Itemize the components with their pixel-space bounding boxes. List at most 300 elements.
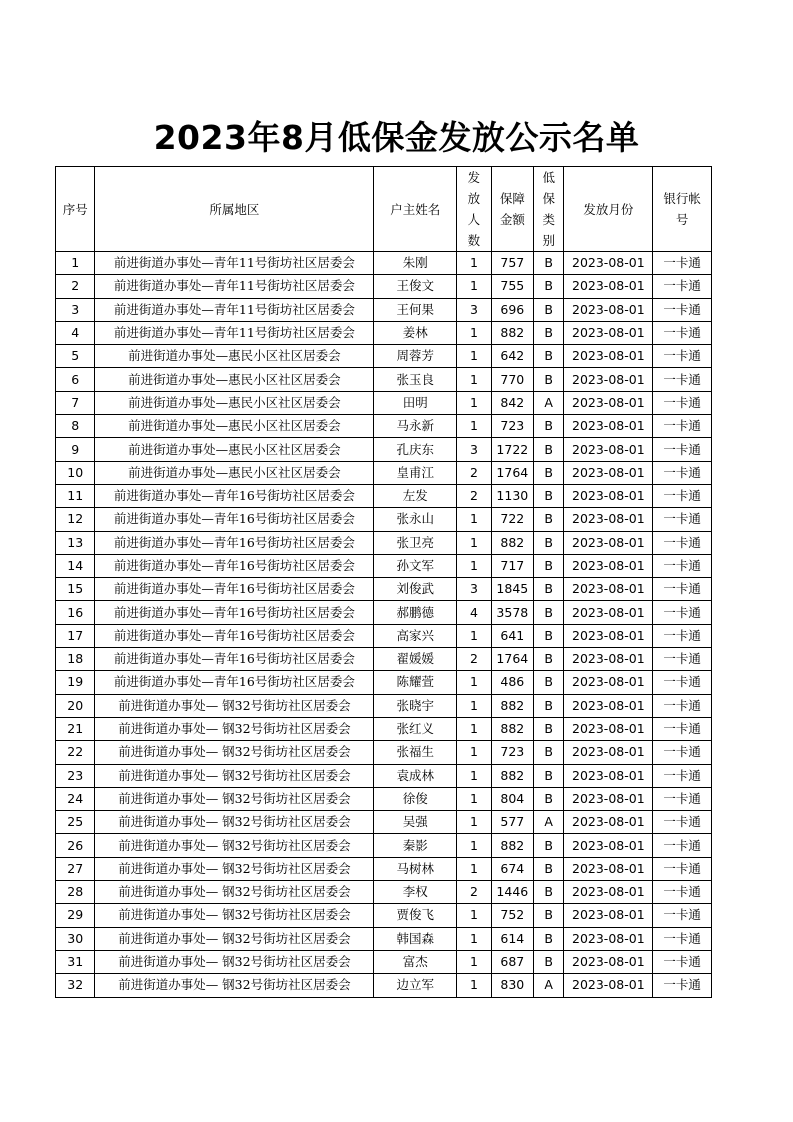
cell-bank: 一卡通	[653, 624, 712, 647]
cell-month: 2023-08-01	[564, 717, 653, 740]
cell-region: 前进街道办事处— 钢32号街坊社区居委会	[95, 741, 374, 764]
cell-name: 皇甫江	[374, 461, 457, 484]
cell-amount: 882	[491, 834, 533, 857]
cell-name: 陈耀萱	[374, 671, 457, 694]
cell-name: 孙文军	[374, 554, 457, 577]
header-region-label: 所属地区	[209, 201, 260, 217]
cell-region: 前进街道办事处—青年16号街坊社区居委会	[95, 554, 374, 577]
cell-name: 边立军	[374, 974, 457, 997]
cell-month: 2023-08-01	[564, 927, 653, 950]
header-name	[374, 167, 457, 252]
table-row	[56, 438, 712, 461]
cell-region: 前进街道办事处—青年11号街坊社区居委会	[95, 275, 374, 298]
cell-name: 翟媛媛	[374, 648, 457, 671]
cell-bank: 一卡通	[653, 438, 712, 461]
table-row	[56, 694, 712, 717]
cell-amount: 882	[491, 764, 533, 787]
cell-region: 前进街道办事处— 钢32号街坊社区居委会	[95, 834, 374, 857]
cell-index: 3	[56, 298, 95, 321]
cell-bank: 一卡通	[653, 345, 712, 368]
cell-region: 前进街道办事处—惠民小区社区居委会	[95, 391, 374, 414]
cell-bank: 一卡通	[653, 881, 712, 904]
cell-count: 1	[457, 857, 491, 880]
cell-region: 前进街道办事处—惠民小区社区居委会	[95, 368, 374, 391]
cell-count: 1	[457, 927, 491, 950]
cell-index: 16	[56, 601, 95, 624]
cell-name: 袁成林	[374, 764, 457, 787]
cell-index: 31	[56, 950, 95, 973]
cell-amount: 577	[491, 811, 533, 834]
cell-category: B	[534, 275, 564, 298]
cell-name: 张福生	[374, 741, 457, 764]
cell-bank: 一卡通	[653, 834, 712, 857]
cell-category: B	[534, 601, 564, 624]
header-bank	[653, 167, 712, 252]
cell-month: 2023-08-01	[564, 694, 653, 717]
table-row	[56, 671, 712, 694]
table-row	[56, 554, 712, 577]
cell-count: 3	[457, 438, 491, 461]
cell-region: 前进街道办事处—青年16号街坊社区居委会	[95, 671, 374, 694]
cell-count: 1	[457, 252, 491, 275]
table-row	[56, 415, 712, 438]
cell-bank: 一卡通	[653, 927, 712, 950]
cell-region: 前进街道办事处— 钢32号街坊社区居委会	[95, 857, 374, 880]
table-row	[56, 881, 712, 904]
cell-count: 1	[457, 531, 491, 554]
cell-count: 1	[457, 811, 491, 834]
cell-category: B	[534, 321, 564, 344]
table-row	[56, 461, 712, 484]
cell-amount: 723	[491, 741, 533, 764]
cell-index: 26	[56, 834, 95, 857]
cell-bank: 一卡通	[653, 415, 712, 438]
cell-index: 17	[56, 624, 95, 647]
cell-amount: 723	[491, 415, 533, 438]
cell-month: 2023-08-01	[564, 578, 653, 601]
cell-count: 1	[457, 834, 491, 857]
cell-region: 前进街道办事处—青年16号街坊社区居委会	[95, 578, 374, 601]
cell-index: 28	[56, 881, 95, 904]
cell-month: 2023-08-01	[564, 461, 653, 484]
table-row	[56, 484, 712, 507]
header-amount-label: 保障 金额	[499, 191, 525, 227]
cell-month: 2023-08-01	[564, 950, 653, 973]
cell-category: B	[534, 694, 564, 717]
cell-category: B	[534, 787, 564, 810]
cell-bank: 一卡通	[653, 671, 712, 694]
header-name-label: 户主姓名	[390, 201, 441, 217]
cell-region: 前进街道办事处—青年16号街坊社区居委会	[95, 624, 374, 647]
header-month-label: 发放月份	[583, 201, 634, 217]
cell-index: 18	[56, 648, 95, 671]
cell-bank: 一卡通	[653, 298, 712, 321]
cell-index: 20	[56, 694, 95, 717]
cell-category: B	[534, 857, 564, 880]
cell-bank: 一卡通	[653, 321, 712, 344]
cell-amount: 882	[491, 531, 533, 554]
table-row	[56, 787, 712, 810]
cell-name: 张永山	[374, 508, 457, 531]
cell-count: 1	[457, 974, 491, 997]
cell-index: 19	[56, 671, 95, 694]
cell-bank: 一卡通	[653, 554, 712, 577]
cell-bank: 一卡通	[653, 368, 712, 391]
cell-month: 2023-08-01	[564, 671, 653, 694]
cell-name: 张玉良	[374, 368, 457, 391]
cell-count: 1	[457, 764, 491, 787]
cell-category: B	[534, 508, 564, 531]
cell-name: 左发	[374, 484, 457, 507]
cell-count: 1	[457, 554, 491, 577]
table-row	[56, 717, 712, 740]
table-row	[56, 298, 712, 321]
table-row	[56, 950, 712, 973]
cell-amount: 1130	[491, 484, 533, 507]
cell-index: 23	[56, 764, 95, 787]
cell-category: B	[534, 531, 564, 554]
cell-index: 2	[56, 275, 95, 298]
cell-bank: 一卡通	[653, 811, 712, 834]
cell-month: 2023-08-01	[564, 624, 653, 647]
cell-month: 2023-08-01	[564, 275, 653, 298]
cell-bank: 一卡通	[653, 904, 712, 927]
table-row	[56, 927, 712, 950]
cell-count: 1	[457, 671, 491, 694]
cell-month: 2023-08-01	[564, 531, 653, 554]
table-row	[56, 811, 712, 834]
cell-month: 2023-08-01	[564, 764, 653, 787]
cell-category: B	[534, 438, 564, 461]
cell-count: 1	[457, 787, 491, 810]
cell-region: 前进街道办事处—青年16号街坊社区居委会	[95, 484, 374, 507]
table-row	[56, 252, 712, 275]
cell-region: 前进街道办事处— 钢32号街坊社区居委会	[95, 904, 374, 927]
cell-region: 前进街道办事处—青年16号街坊社区居委会	[95, 531, 374, 554]
subsidy-roster-table	[55, 166, 712, 998]
cell-region: 前进街道办事处— 钢32号街坊社区居委会	[95, 974, 374, 997]
cell-month: 2023-08-01	[564, 321, 653, 344]
cell-count: 1	[457, 345, 491, 368]
header-count	[457, 167, 491, 252]
cell-name: 张晓宇	[374, 694, 457, 717]
cell-index: 8	[56, 415, 95, 438]
cell-region: 前进街道办事处— 钢32号街坊社区居委会	[95, 694, 374, 717]
cell-amount: 1764	[491, 648, 533, 671]
header-amount	[491, 167, 533, 252]
page-title: 2023年8月低保金发放公示名单	[153, 118, 640, 157]
cell-name: 郝鹏德	[374, 601, 457, 624]
header-count-label: 发 放 人 数	[467, 170, 481, 248]
cell-bank: 一卡通	[653, 484, 712, 507]
table-row	[56, 531, 712, 554]
cell-bank: 一卡通	[653, 857, 712, 880]
cell-region: 前进街道办事处— 钢32号街坊社区居委会	[95, 950, 374, 973]
table-row	[56, 345, 712, 368]
table-row	[56, 321, 712, 344]
cell-month: 2023-08-01	[564, 601, 653, 624]
cell-region: 前进街道办事处—惠民小区社区居委会	[95, 461, 374, 484]
cell-count: 4	[457, 601, 491, 624]
cell-count: 1	[457, 741, 491, 764]
cell-count: 2	[457, 461, 491, 484]
cell-category: B	[534, 927, 564, 950]
cell-month: 2023-08-01	[564, 554, 653, 577]
cell-amount: 486	[491, 671, 533, 694]
cell-bank: 一卡通	[653, 764, 712, 787]
cell-category: B	[534, 554, 564, 577]
cell-amount: 641	[491, 624, 533, 647]
cell-name: 秦影	[374, 834, 457, 857]
cell-amount: 717	[491, 554, 533, 577]
cell-count: 1	[457, 508, 491, 531]
cell-count: 1	[457, 368, 491, 391]
cell-index: 32	[56, 974, 95, 997]
cell-index: 22	[56, 741, 95, 764]
cell-name: 贾俊飞	[374, 904, 457, 927]
header-idx	[56, 167, 95, 252]
cell-name: 姜林	[374, 321, 457, 344]
cell-category: B	[534, 624, 564, 647]
cell-category: B	[534, 764, 564, 787]
cell-bank: 一卡通	[653, 275, 712, 298]
cell-month: 2023-08-01	[564, 345, 653, 368]
roster-body	[56, 252, 712, 998]
cell-category: B	[534, 671, 564, 694]
cell-index: 10	[56, 461, 95, 484]
cell-name: 朱刚	[374, 252, 457, 275]
cell-bank: 一卡通	[653, 531, 712, 554]
cell-category: B	[534, 578, 564, 601]
table-row	[56, 368, 712, 391]
cell-region: 前进街道办事处—惠民小区社区居委会	[95, 415, 374, 438]
cell-amount: 882	[491, 321, 533, 344]
cell-amount: 1845	[491, 578, 533, 601]
cell-region: 前进街道办事处—青年11号街坊社区居委会	[95, 252, 374, 275]
cell-category: B	[534, 345, 564, 368]
cell-region: 前进街道办事处—青年16号街坊社区居委会	[95, 648, 374, 671]
table-row	[56, 764, 712, 787]
cell-name: 马树林	[374, 857, 457, 880]
cell-category: A	[534, 811, 564, 834]
cell-region: 前进街道办事处— 钢32号街坊社区居委会	[95, 811, 374, 834]
cell-count: 3	[457, 298, 491, 321]
cell-bank: 一卡通	[653, 950, 712, 973]
cell-amount: 804	[491, 787, 533, 810]
cell-name: 张红义	[374, 717, 457, 740]
cell-index: 7	[56, 391, 95, 414]
cell-index: 5	[56, 345, 95, 368]
table-row	[56, 601, 712, 624]
cell-name: 富杰	[374, 950, 457, 973]
cell-region: 前进街道办事处— 钢32号街坊社区居委会	[95, 764, 374, 787]
cell-category: B	[534, 461, 564, 484]
cell-month: 2023-08-01	[564, 974, 653, 997]
cell-month: 2023-08-01	[564, 741, 653, 764]
header-category-label: 低 保 类 别	[542, 170, 555, 248]
cell-name: 高家兴	[374, 624, 457, 647]
cell-amount: 1446	[491, 881, 533, 904]
cell-amount: 882	[491, 694, 533, 717]
table-row	[56, 741, 712, 764]
cell-count: 2	[457, 484, 491, 507]
cell-count: 1	[457, 275, 491, 298]
cell-count: 1	[457, 950, 491, 973]
cell-index: 1	[56, 252, 95, 275]
cell-index: 13	[56, 531, 95, 554]
cell-category: A	[534, 974, 564, 997]
cell-amount: 642	[491, 345, 533, 368]
cell-count: 3	[457, 578, 491, 601]
cell-category: B	[534, 252, 564, 275]
cell-amount: 882	[491, 717, 533, 740]
cell-month: 2023-08-01	[564, 787, 653, 810]
cell-category: B	[534, 904, 564, 927]
cell-amount: 1764	[491, 461, 533, 484]
cell-index: 9	[56, 438, 95, 461]
cell-month: 2023-08-01	[564, 298, 653, 321]
cell-bank: 一卡通	[653, 461, 712, 484]
cell-region: 前进街道办事处—青年16号街坊社区居委会	[95, 508, 374, 531]
cell-amount: 830	[491, 974, 533, 997]
table-row	[56, 648, 712, 671]
header-idx-label: 序号	[62, 201, 88, 217]
cell-region: 前进街道办事处—青年16号街坊社区居委会	[95, 601, 374, 624]
cell-bank: 一卡通	[653, 578, 712, 601]
cell-amount: 1722	[491, 438, 533, 461]
cell-index: 30	[56, 927, 95, 950]
cell-count: 1	[457, 624, 491, 647]
table-row	[56, 834, 712, 857]
header-row	[56, 167, 712, 252]
cell-month: 2023-08-01	[564, 484, 653, 507]
cell-amount: 757	[491, 252, 533, 275]
cell-category: B	[534, 881, 564, 904]
header-region	[95, 167, 374, 252]
cell-bank: 一卡通	[653, 508, 712, 531]
cell-category: B	[534, 415, 564, 438]
cell-amount: 770	[491, 368, 533, 391]
header-bank-label: 银行帐 号	[663, 191, 701, 227]
cell-amount: 755	[491, 275, 533, 298]
cell-name: 刘俊武	[374, 578, 457, 601]
cell-count: 1	[457, 717, 491, 740]
cell-amount: 687	[491, 950, 533, 973]
cell-bank: 一卡通	[653, 741, 712, 764]
header-month	[564, 167, 653, 252]
cell-category: B	[534, 648, 564, 671]
cell-region: 前进街道办事处—惠民小区社区居委会	[95, 345, 374, 368]
cell-region: 前进街道办事处—惠民小区社区居委会	[95, 438, 374, 461]
cell-count: 2	[457, 881, 491, 904]
cell-category: B	[534, 950, 564, 973]
cell-bank: 一卡通	[653, 694, 712, 717]
cell-bank: 一卡通	[653, 717, 712, 740]
cell-index: 25	[56, 811, 95, 834]
cell-index: 29	[56, 904, 95, 927]
cell-count: 2	[457, 648, 491, 671]
cell-month: 2023-08-01	[564, 857, 653, 880]
cell-name: 孔庆东	[374, 438, 457, 461]
cell-index: 6	[56, 368, 95, 391]
cell-category: B	[534, 484, 564, 507]
cell-index: 14	[56, 554, 95, 577]
cell-index: 12	[56, 508, 95, 531]
cell-region: 前进街道办事处— 钢32号街坊社区居委会	[95, 717, 374, 740]
cell-name: 马永新	[374, 415, 457, 438]
cell-month: 2023-08-01	[564, 648, 653, 671]
cell-month: 2023-08-01	[564, 391, 653, 414]
cell-category: B	[534, 834, 564, 857]
cell-month: 2023-08-01	[564, 834, 653, 857]
cell-name: 韩国森	[374, 927, 457, 950]
cell-month: 2023-08-01	[564, 508, 653, 531]
cell-bank: 一卡通	[653, 648, 712, 671]
cell-count: 1	[457, 694, 491, 717]
table-row	[56, 578, 712, 601]
cell-month: 2023-08-01	[564, 438, 653, 461]
table-row	[56, 624, 712, 647]
cell-bank: 一卡通	[653, 391, 712, 414]
cell-month: 2023-08-01	[564, 415, 653, 438]
cell-bank: 一卡通	[653, 974, 712, 997]
cell-name: 徐俊	[374, 787, 457, 810]
cell-index: 15	[56, 578, 95, 601]
cell-region: 前进街道办事处—青年11号街坊社区居委会	[95, 321, 374, 344]
cell-region: 前进街道办事处—青年11号街坊社区居委会	[95, 298, 374, 321]
cell-name: 王俊文	[374, 275, 457, 298]
cell-count: 1	[457, 904, 491, 927]
cell-category: A	[534, 391, 564, 414]
cell-amount: 842	[491, 391, 533, 414]
table-row	[56, 974, 712, 997]
cell-category: B	[534, 717, 564, 740]
cell-region: 前进街道办事处— 钢32号街坊社区居委会	[95, 927, 374, 950]
cell-count: 1	[457, 415, 491, 438]
cell-name: 王何果	[374, 298, 457, 321]
cell-name: 吴强	[374, 811, 457, 834]
cell-category: B	[534, 298, 564, 321]
cell-index: 27	[56, 857, 95, 880]
cell-amount: 3578	[491, 601, 533, 624]
cell-category: B	[534, 368, 564, 391]
table-row	[56, 391, 712, 414]
cell-name: 田明	[374, 391, 457, 414]
cell-month: 2023-08-01	[564, 904, 653, 927]
cell-name: 李权	[374, 881, 457, 904]
cell-region: 前进街道办事处— 钢32号街坊社区居委会	[95, 881, 374, 904]
table-row	[56, 904, 712, 927]
cell-count: 1	[457, 391, 491, 414]
cell-amount: 614	[491, 927, 533, 950]
cell-month: 2023-08-01	[564, 252, 653, 275]
cell-amount: 674	[491, 857, 533, 880]
table-row	[56, 275, 712, 298]
cell-month: 2023-08-01	[564, 811, 653, 834]
cell-bank: 一卡通	[653, 601, 712, 624]
cell-count: 1	[457, 321, 491, 344]
table-row	[56, 508, 712, 531]
cell-bank: 一卡通	[653, 787, 712, 810]
cell-amount: 752	[491, 904, 533, 927]
cell-amount: 722	[491, 508, 533, 531]
cell-region: 前进街道办事处— 钢32号街坊社区居委会	[95, 787, 374, 810]
cell-amount: 696	[491, 298, 533, 321]
cell-index: 21	[56, 717, 95, 740]
cell-name: 张卫亮	[374, 531, 457, 554]
cell-category: B	[534, 741, 564, 764]
cell-month: 2023-08-01	[564, 368, 653, 391]
